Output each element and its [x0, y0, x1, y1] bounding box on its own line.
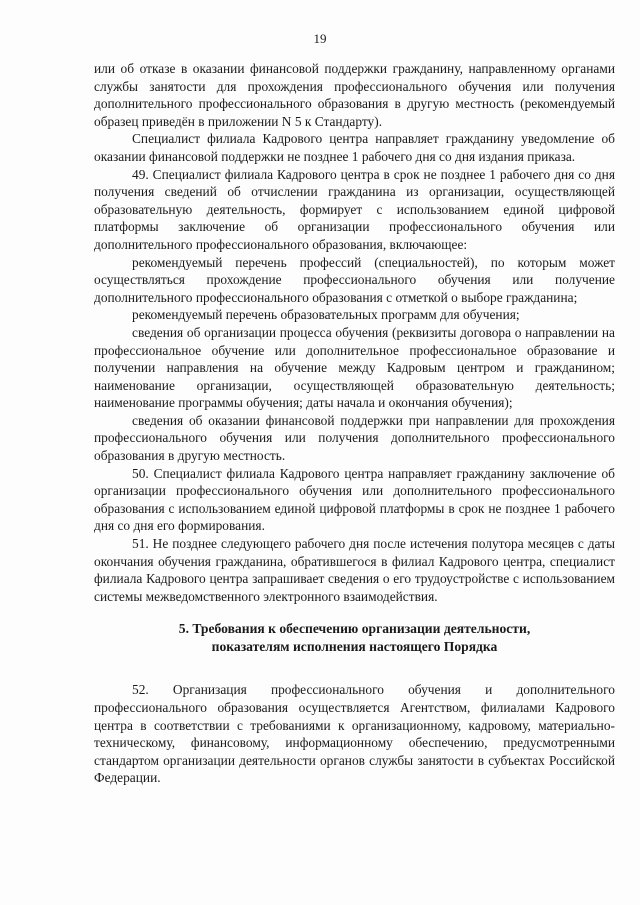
paragraph-51: 51. Не позднее следующего рабочего дня после истечения полутора месяцев с даты окончания обучения гражданина, обратившегося в филиал Кадрового центра, специалист филиала Кадрового центра запрашивает сведения о его трудоустройстве с использованием системы межведомственного электронного взаимодействия.: [94, 536, 615, 604]
page-number: 19: [313, 31, 327, 46]
paragraph-49: 49. Специалист филиала Кадрового центра в срок не позднее 1 рабочего дня со дня получения сведений об отчислении гражданина из организации, осуществляющей образовательную деятельность, формирует с использованием единой цифровой платформы заключение об организации профессионального обучения или дополнительного профессионального образования, включающее:: [94, 166, 615, 252]
paragraph-52: 52. Организация профессионального обучения и дополнительного профессионального образования осуществляется Агентством, филиалами Кадрового центра в соответствии с требованиями к организационному, кадровому, материально-техническому, финансовому, информационному обеспечению, предусмотренными стандартом организации деятельности органов службы занятости в субъектах Российской Федерации.: [94, 682, 615, 786]
document-body: [94, 60, 615, 787]
section-heading: [94, 620, 615, 656]
list-item: рекомендуемый перечень образовательных программ для обучения;: [132, 307, 520, 323]
paragraph-50: 50. Специалист филиала Кадрового центра направляет гражданину заключение об организации профессионального обучения или дополнительного профессионального образования с использованием единой цифровой платформы в срок не позднее 1 рабочего дня со дня его формирования.: [94, 465, 615, 534]
list-item: сведения об организации процесса обучения (реквизиты договора о направлении на профессиональное обучение или дополнительное профессиональное образование и получении направления на обучение между Кадровым центром и гражданином; наименование организации, осуществляющей образовательную деятельность; наименование программы обучения; даты начала и окончания обучения);: [94, 324, 615, 411]
paragraph: или об отказе в оказании финансовой поддержки гражданину, направленному органами службы занятости для прохождения профессионального обучения или получения дополнительного профессионального образования в другую местность (рекомендуемый образец приведён в приложении N 5 к Стандарту).: [94, 61, 615, 129]
paragraph: Специалист филиала Кадрового центра направляет гражданину уведомление об оказании финансовой поддержки не позднее 1 рабочего дня со дня издания приказа.: [94, 131, 615, 164]
list-item: сведения об оказании финансовой поддержки при направлении для прохождения профессионального обучения или получения дополнительного профессионального образования в другую местность.: [94, 412, 615, 464]
list-item: рекомендуемый перечень профессий (специальностей), по которым может осуществляться прохождение профессионального обучения или получение дополнительного профессионального образования с отметкой о выборе гражданина;: [94, 254, 615, 305]
section-heading-line: показателям исполнения настоящего Порядка: [211, 639, 498, 655]
section-heading-line: 5. Требования к обеспечению организации деятельности,: [178, 621, 531, 637]
